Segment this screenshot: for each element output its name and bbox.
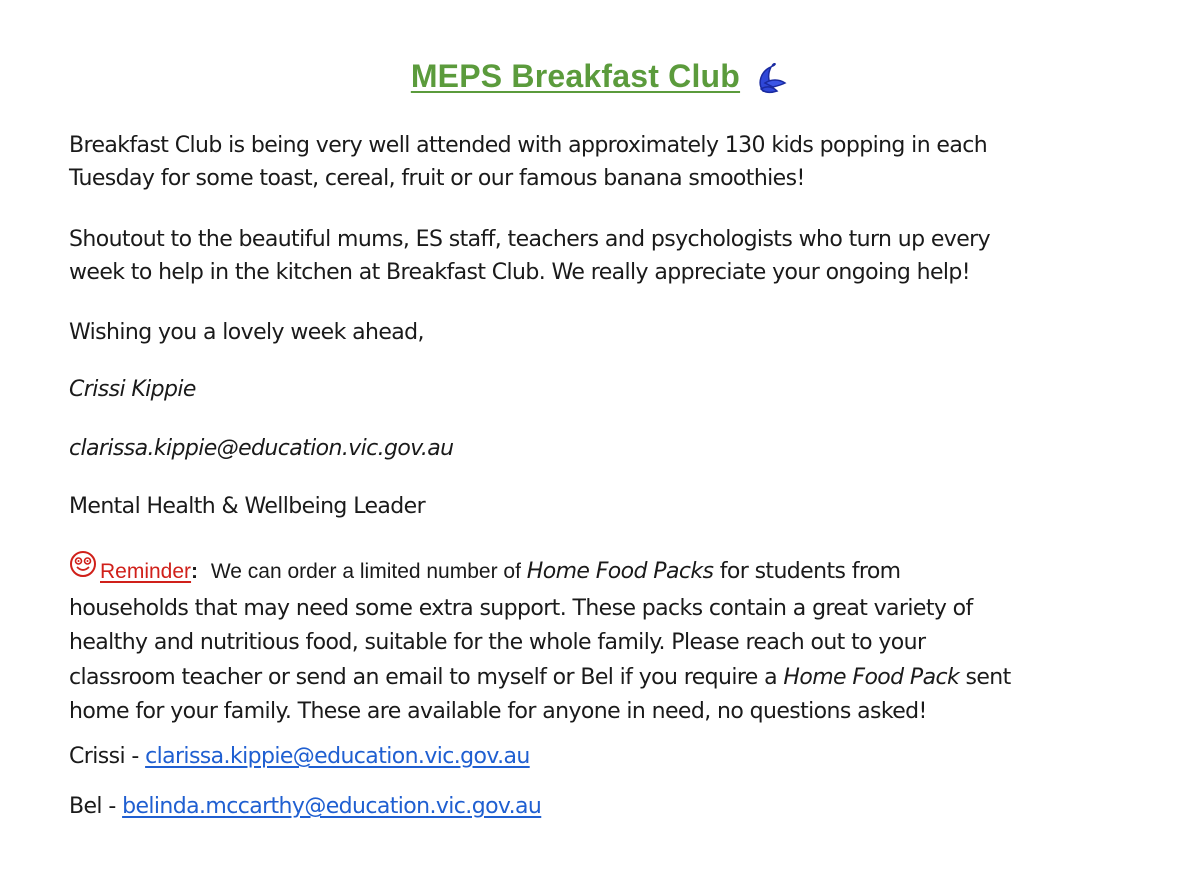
reminder-line-4 <box>69 661 1149 696</box>
page-title: MEPS Breakfast Club <box>410 58 741 94</box>
contact-bel <box>69 790 1149 823</box>
reminder-line-2: households that may need some extra support. These packs contain a great variety of <box>69 595 973 621</box>
contact-crissi-prefix: Crissi - <box>69 744 146 769</box>
title-row <box>0 58 1200 102</box>
attendance-line-1: Breakfast Club is being very well attended with approximately 130 kids popping in each <box>69 133 988 158</box>
reminder-line-1 <box>69 552 1149 592</box>
reminder-lead: We can order a limited number of <box>210 559 527 583</box>
shoutout-paragraph <box>69 223 1149 289</box>
reminder-line-4-pre: classroom teacher or send an email to myself or Bel if you require a <box>69 664 784 690</box>
attendance-paragraph <box>69 129 1149 195</box>
reminder-line-3: healthy and nutritious food, suitable for the whole family. Please reach out to your <box>69 630 926 655</box>
contact-bel-prefix: Bel - <box>69 794 123 819</box>
shoutout-line-2: week to help in the kitchen at Breakfast Club. We really appreciate your ongoing help! <box>69 260 970 285</box>
reminder-paragraph <box>69 552 1149 730</box>
reminder-line-4-post: sent <box>959 664 1011 690</box>
attendance-line-2: Tuesday for some toast, cereal, fruit or our famous banana smoothies! <box>69 166 805 191</box>
contact-crissi <box>69 740 1149 773</box>
reminder-rest-1: for students from <box>713 558 901 584</box>
wishing-text: Wishing you a lovely week ahead, <box>69 320 424 345</box>
reminder-label: Reminder <box>100 559 192 583</box>
reminder-line-5: home for your family. These are available for anyone in need, no questions asked! <box>69 699 927 724</box>
shoutout-line-1: Shoutout to the beautiful mums, ES staff, teachers and psychologists who turn up every <box>69 227 990 252</box>
smiley-icon <box>69 550 97 590</box>
contact-bel-email-link[interactable]: belinda.mccarthy@education.vic.gov.au <box>122 794 542 819</box>
contact-crissi-email-link[interactable]: clarissa.kippie@education.vic.gov.au <box>145 744 530 769</box>
home-food-packs-text: Home Food Packs <box>526 558 714 584</box>
signature-role: Mental Health & Wellbeing Leader <box>69 494 426 519</box>
banana-icon <box>753 61 789 99</box>
home-food-pack-text: Home Food Pack <box>783 664 960 690</box>
signature-name: Crissi Kippie <box>69 377 196 402</box>
reminder-colon: : <box>191 559 199 583</box>
signature-email: clarissa.kippie@education.vic.gov.au <box>69 436 454 461</box>
